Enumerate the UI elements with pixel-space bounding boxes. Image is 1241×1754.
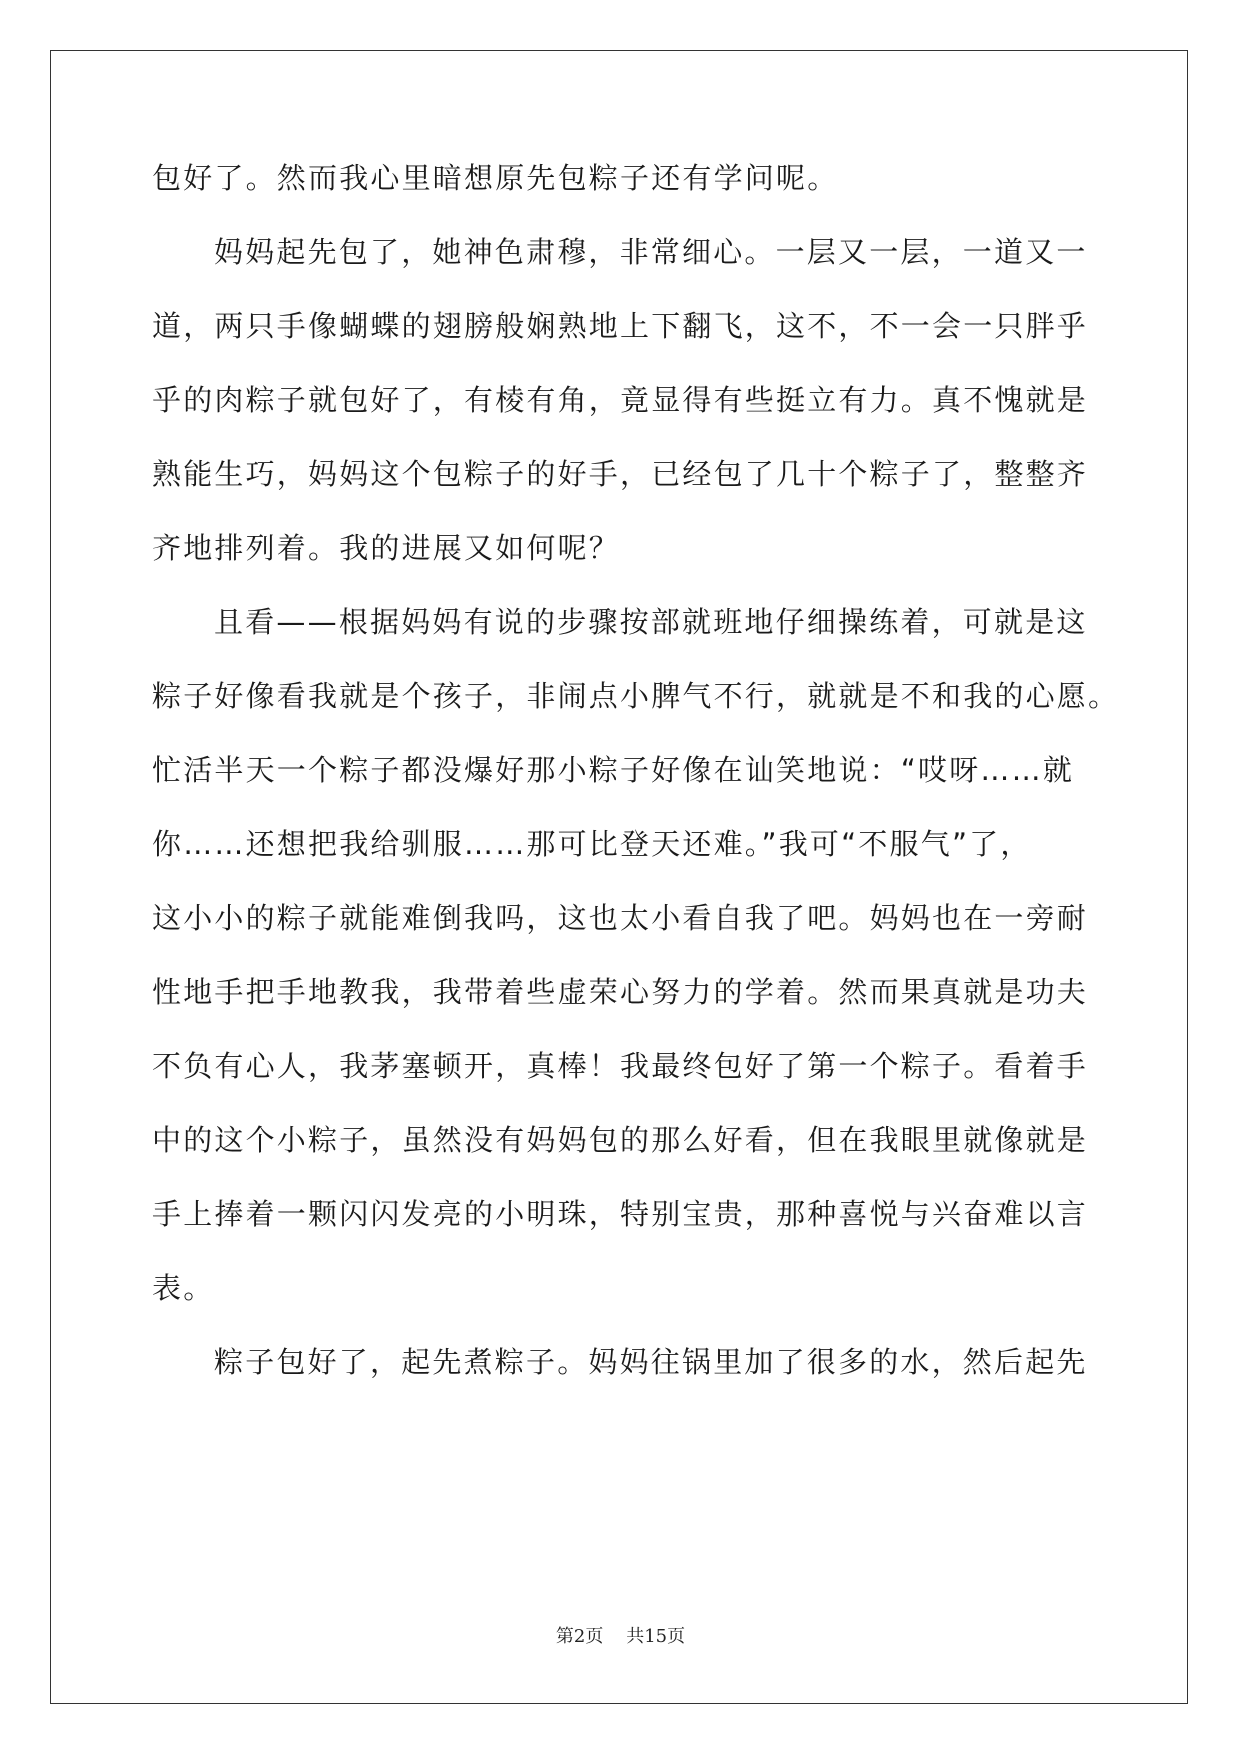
text-line: 忙活半天一个粽子都没爆好那小粽子好像在讪笑地说：“哎呀……就 xyxy=(152,753,1075,787)
text-line: 包好了。然而我心里暗想原先包粽子还有学问呢。 xyxy=(152,161,839,195)
page-number-current: 第2页 xyxy=(555,1626,604,1647)
text-line: 中的这个小粽子，虽然没有妈妈包的那么好看，但在我眼里就像就是 xyxy=(152,1123,1089,1157)
page-number-total: 共15页 xyxy=(626,1626,686,1647)
text-line: 乎的肉粽子就包好了，有棱有角，竟显得有些挺立有力。真不愧就是 xyxy=(152,383,1089,417)
text-line: 道，两只手像蝴蝶的翅膀般娴熟地上下翻飞，这不，不一会一只胖乎 xyxy=(152,309,1089,343)
paragraph-start-line: 妈妈起先包了，她神色肃穆，非常细心。一层又一层，一道又一 xyxy=(214,235,1088,269)
text-line: 齐地排列着。我的进展又如何呢？ xyxy=(152,531,621,565)
text-line: 这小小的粽子就能难倒我吗，这也太小看自我了吧。妈妈也在一旁耐 xyxy=(152,901,1089,935)
text-line: 你……还想把我给驯服……那可比登天还难。”我可“不服气”了， xyxy=(152,827,1032,861)
paragraph-start-line: 且看——根据妈妈有说的步骤按部就班地仔细操练着，可就是这 xyxy=(214,605,1088,639)
text-line: 熟能生巧，妈妈这个包粽子的好手，已经包了几十个粽子了，整整齐 xyxy=(152,457,1089,491)
paragraph-start-line: 粽子包好了，起先煮粽子。妈妈往锅里加了很多的水，然后起先 xyxy=(214,1345,1088,1379)
text-line: 表。 xyxy=(152,1271,215,1305)
text-line: 粽子好像看我就是个孩子，非闹点小脾气不行，就就是不和我的心愿。 xyxy=(152,679,1120,713)
text-line: 不负有心人，我茅塞顿开，真棒！我最终包好了第一个粽子。看着手 xyxy=(152,1049,1089,1083)
page-footer xyxy=(0,1622,1241,1648)
text-line: 手上捧着一颗闪闪发亮的小明珠，特别宝贵，那种喜悦与兴奋难以言 xyxy=(152,1197,1089,1231)
page-border xyxy=(50,50,1188,1704)
text-line: 性地手把手地教我，我带着些虚荣心努力的学着。然而果真就是功夫 xyxy=(152,975,1089,1009)
